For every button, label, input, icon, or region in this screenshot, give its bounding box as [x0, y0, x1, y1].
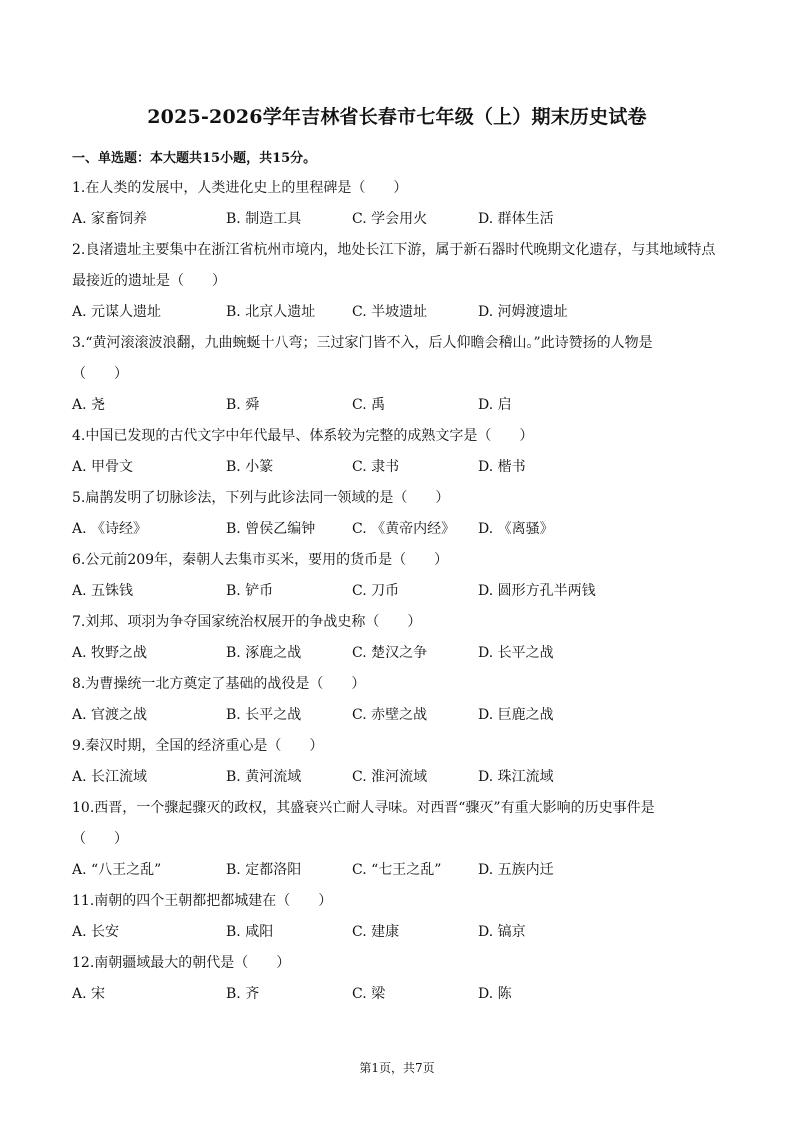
- option-row: [72, 576, 732, 607]
- answer-option: A. 官渡之战: [72, 707, 148, 723]
- option-row: [72, 390, 732, 421]
- question-stem: （ ）: [72, 366, 128, 382]
- question-stem: 6.公元前209年，秦朝人去集市买米，要用的货币是（ ）: [72, 552, 449, 568]
- answer-option: D. 《离骚》: [478, 521, 554, 537]
- answer-option: A. 五铢钱: [72, 583, 134, 599]
- answer-option: A. 牧野之战: [72, 645, 148, 661]
- answer-option: B. 曾侯乙编钟: [226, 521, 316, 537]
- answer-option: D. 长平之战: [478, 645, 554, 661]
- question-item: [72, 483, 732, 545]
- answer-option: C. 楚汉之争: [352, 645, 428, 661]
- option-row: [72, 452, 732, 483]
- answer-option: A. 长江流域: [72, 769, 148, 785]
- question-stem: 最接近的遗址是（ ）: [72, 273, 226, 289]
- answer-option: A. “八王之乱”: [72, 862, 162, 878]
- answer-option: B. 涿鹿之战: [226, 645, 302, 661]
- question-item: [72, 173, 732, 235]
- question-stem: 1.在人类的发展中，人类进化史上的里程碑是（ ）: [72, 180, 408, 196]
- answer-option: C. 半坡遗址: [352, 304, 428, 320]
- question-item: [72, 235, 732, 328]
- question-stem: 12.南朝疆域最大的朝代是（ ）: [72, 955, 291, 971]
- answer-option: B. 舜: [226, 397, 260, 413]
- question-item: [72, 886, 732, 948]
- answer-option: D. 启: [478, 397, 512, 413]
- question-item: [72, 669, 732, 731]
- answer-option: B. 铲币: [226, 583, 274, 599]
- option-row: [72, 700, 732, 731]
- answer-option: A. 《诗经》: [72, 521, 148, 537]
- question-stem: （ ）: [72, 831, 128, 847]
- option-row: [72, 917, 732, 948]
- question-item: [72, 731, 732, 793]
- answer-option: A. 宋: [72, 986, 106, 1002]
- answer-option: D. 陈: [478, 986, 512, 1002]
- page-footer: 第1页，共7页: [359, 1061, 435, 1075]
- answer-option: A. 甲骨文: [72, 459, 134, 475]
- answer-option: B. 齐: [226, 986, 260, 1002]
- question-stem: 5.扁鹊发明了切脉诊法，下列与此诊法同一领域的是（ ）: [72, 490, 450, 506]
- answer-option: B. 小篆: [226, 459, 274, 475]
- option-row: [72, 979, 732, 1010]
- question-stem: 9.秦汉时期，全国的经济重心是（ ）: [72, 738, 324, 754]
- question-stem: 7.刘邦、项羽为争夺国家统治权展开的争战史称（ ）: [72, 614, 422, 630]
- answer-option: D. 圆形方孔半两钱: [478, 583, 596, 599]
- answer-option: D. 五族内迁: [478, 862, 554, 878]
- answer-option: C. 淮河流域: [352, 769, 428, 785]
- answer-option: B. 长平之战: [226, 707, 302, 723]
- answer-option: D. 楷书: [478, 459, 526, 475]
- answer-option: C. 刀币: [352, 583, 400, 599]
- question-stem: 3.“黄河滚滚波浪翻，九曲蜿蜒十八弯；三过家门皆不入，后人仰瞻会稽山。”此诗赞扬的人物是: [72, 335, 653, 351]
- answer-option: C. 梁: [352, 986, 386, 1002]
- question-item: [72, 607, 732, 669]
- answer-option: C. 《黄帝内经》: [352, 521, 456, 537]
- question-stem: 2.良渚遗址主要集中在浙江省杭州市境内，地处长江下游，属于新石器时代晚期文化遗存，与其地域特点: [72, 242, 716, 258]
- answer-option: B. 北京人遗址: [226, 304, 316, 320]
- answer-option: D. 镐京: [478, 924, 526, 940]
- answer-option: B. 黄河流域: [226, 769, 302, 785]
- question-item: [72, 948, 732, 1010]
- option-row: [72, 297, 732, 328]
- section-heading: 一、单选题：本大题共15小题，共15分。: [72, 151, 317, 166]
- option-row: [72, 855, 732, 886]
- question-item: [72, 793, 732, 886]
- answer-option: C. 建康: [352, 924, 400, 940]
- question-stem: 4.中国已发现的古代文字中年代最早、体系较为完整的成熟文字是（ ）: [72, 428, 534, 444]
- answer-option: A. 尧: [72, 397, 106, 413]
- answer-option: D. 河姆渡遗址: [478, 304, 568, 320]
- answer-option: C. 禹: [352, 397, 386, 413]
- answer-option: B. 制造工具: [226, 211, 302, 227]
- question-stem: 11.南朝的四个王朝都把都城建在（ ）: [72, 893, 333, 909]
- question-item: [72, 328, 732, 421]
- answer-option: A. 元谋人遗址: [72, 304, 162, 320]
- answer-option: D. 珠江流域: [478, 769, 554, 785]
- question-item: [72, 421, 732, 483]
- answer-option: D. 群体生活: [478, 211, 554, 227]
- option-row: [72, 762, 732, 793]
- answer-option: A. 长安: [72, 924, 120, 940]
- answer-option: C. 学会用火: [352, 211, 428, 227]
- answer-option: C. “七王之乱”: [352, 862, 442, 878]
- answer-option: D. 巨鹿之战: [478, 707, 554, 723]
- question-stem: 8.为曹操统一北方奠定了基础的战役是（ ）: [72, 676, 366, 692]
- exam-title: 2025-2026学年吉林省长春市七年级（上）期末历史试卷: [147, 106, 647, 128]
- option-row: [72, 638, 732, 669]
- answer-option: B. 咸阳: [226, 924, 274, 940]
- question-item: [72, 545, 732, 607]
- answer-option: C. 隶书: [352, 459, 400, 475]
- answer-option: C. 赤壁之战: [352, 707, 428, 723]
- answer-option: A. 家畜饲养: [72, 211, 148, 227]
- question-stem: 10.西晋，一个骤起骤灭的政权，其盛衰兴亡耐人寻味。对西晋“骤灭”有重大影响的历史事件是: [72, 800, 655, 816]
- option-row: [72, 204, 732, 235]
- answer-option: B. 定都洛阳: [226, 862, 302, 878]
- question-list: [72, 173, 732, 1010]
- option-row: [72, 514, 732, 545]
